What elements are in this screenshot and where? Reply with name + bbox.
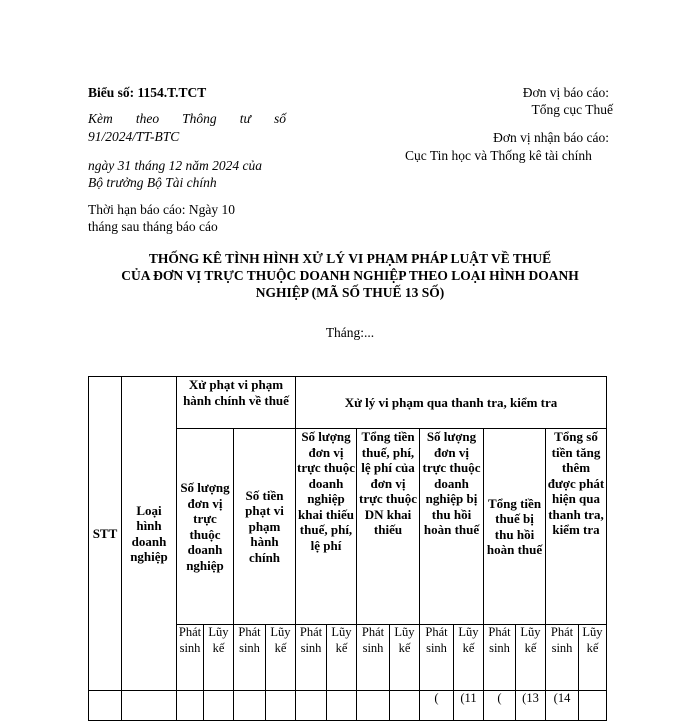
- column-index-row: [89, 691, 607, 721]
- subheader-cumulative: Lũy kế: [390, 625, 420, 691]
- subheader-arising: Phát sinh: [484, 625, 516, 691]
- subheader-cumulative: Lũy kế: [327, 625, 357, 691]
- index-cell: [234, 691, 266, 721]
- index-cell: [89, 691, 122, 721]
- form-basis-line3: ngày 31 tháng 12 năm 2024 của: [88, 158, 262, 173]
- reporting-unit-label: Đơn vị báo cáo:: [522, 85, 609, 100]
- form-basis-line2: 91/2024/TT-BTC: [88, 129, 180, 144]
- statistics-table: [88, 376, 607, 721]
- report-title-line3: NGHIỆP (MÃ SỐ THUẾ 13 SỐ): [255, 285, 445, 300]
- basis-word: tư: [239, 111, 251, 126]
- index-cell: [296, 691, 327, 721]
- form-basis-line1: [88, 110, 286, 127]
- header-admin-unit-count: Số lượng đơn vị trực thuộc doanh nghiệp: [177, 429, 234, 625]
- basis-word: Thông: [182, 111, 217, 126]
- report-title-line2: CỦA ĐƠN VỊ TRỰC THUỘC DOANH NGHIỆP THEO LOẠI HÌNH DOANH: [121, 268, 579, 283]
- subheader-cumulative: Lũy kế: [266, 625, 296, 691]
- subheader-arising: Phát sinh: [546, 625, 579, 691]
- index-cell: [327, 691, 357, 721]
- reporting-unit-value: Tổng cục Thuế: [531, 102, 613, 117]
- basis-word: Kèm: [88, 111, 113, 126]
- deadline-line1: Thời hạn báo cáo: Ngày 10: [88, 202, 235, 217]
- subheader-arising: Phát sinh: [234, 625, 266, 691]
- subheader-arising: Phát sinh: [177, 625, 204, 691]
- index-cell: [122, 691, 177, 721]
- index-cell: (13: [516, 691, 546, 721]
- basis-word: số: [273, 111, 286, 126]
- index-cell: [579, 691, 607, 721]
- form-code: Biểu số: 1154.T.TCT: [88, 85, 207, 100]
- header-inspect-refund-revoked-amount: Tổng tiền thuế bị thu hồi hoàn thuế: [484, 429, 546, 625]
- header-inspect-underdeclared-amount: Tổng tiền thuế, phí, lệ phí của đơn vị trực thuộc DN khai thiếu: [357, 429, 420, 625]
- index-cell: [204, 691, 234, 721]
- index-cell: [357, 691, 390, 721]
- basis-word: theo: [135, 111, 160, 126]
- subheader-cumulative: Lũy kế: [516, 625, 546, 691]
- report-title-line1: THỐNG KÊ TÌNH HÌNH XỬ LÝ VI PHẠM PHÁP LUẬT VỀ THUẾ: [148, 251, 552, 266]
- form-basis-line4: Bộ trưởng Bộ Tài chính: [88, 175, 217, 190]
- subheader-arising: Phát sinh: [420, 625, 454, 691]
- index-cell: (11: [454, 691, 484, 721]
- receiving-unit-value: Cục Tin học và Thống kê tài chính: [405, 148, 592, 163]
- subheader-arising: Phát sinh: [357, 625, 390, 691]
- report-month: Tháng:...: [325, 325, 375, 340]
- receiving-unit-label: Đơn vị nhận báo cáo:: [493, 130, 609, 145]
- subheader-cumulative: Lũy kế: [454, 625, 484, 691]
- header-inspect-refund-revoked-count: Số lượng đơn vị trực thuộc doanh nghiệp bị thu hồi hoàn thuế: [420, 429, 484, 625]
- index-cell: (: [420, 691, 454, 721]
- header-enterprise-type: Loại hình doanh nghiệp: [122, 377, 177, 691]
- subheader-arising: Phát sinh: [296, 625, 327, 691]
- index-cell: (: [484, 691, 516, 721]
- index-cell: [177, 691, 204, 721]
- header-stt: STT: [89, 377, 122, 691]
- deadline-line2: tháng sau tháng báo cáo: [88, 219, 218, 234]
- header-admin-penalty-group: Xử phạt vi phạm hành chính về thuế: [177, 377, 296, 429]
- header-inspect-underdeclared-count: Số lượng đơn vị trực thuộc doanh nghiệp khai thiếu thuế, phí, lệ phí: [296, 429, 357, 625]
- header-inspection-group: Xử lý vi phạm qua thanh tra, kiểm tra: [296, 377, 607, 429]
- header-inspect-additional-amount: Tổng số tiền tăng thêm được phát hiện qua thanh tra, kiểm tra: [546, 429, 607, 625]
- subheader-cumulative: Lũy kế: [204, 625, 234, 691]
- header-admin-fine-amount: Số tiền phạt vi phạm hành chính: [234, 429, 296, 625]
- index-cell: (14: [546, 691, 579, 721]
- index-cell: [390, 691, 420, 721]
- index-cell: [266, 691, 296, 721]
- subheader-cumulative: Lũy kế: [579, 625, 607, 691]
